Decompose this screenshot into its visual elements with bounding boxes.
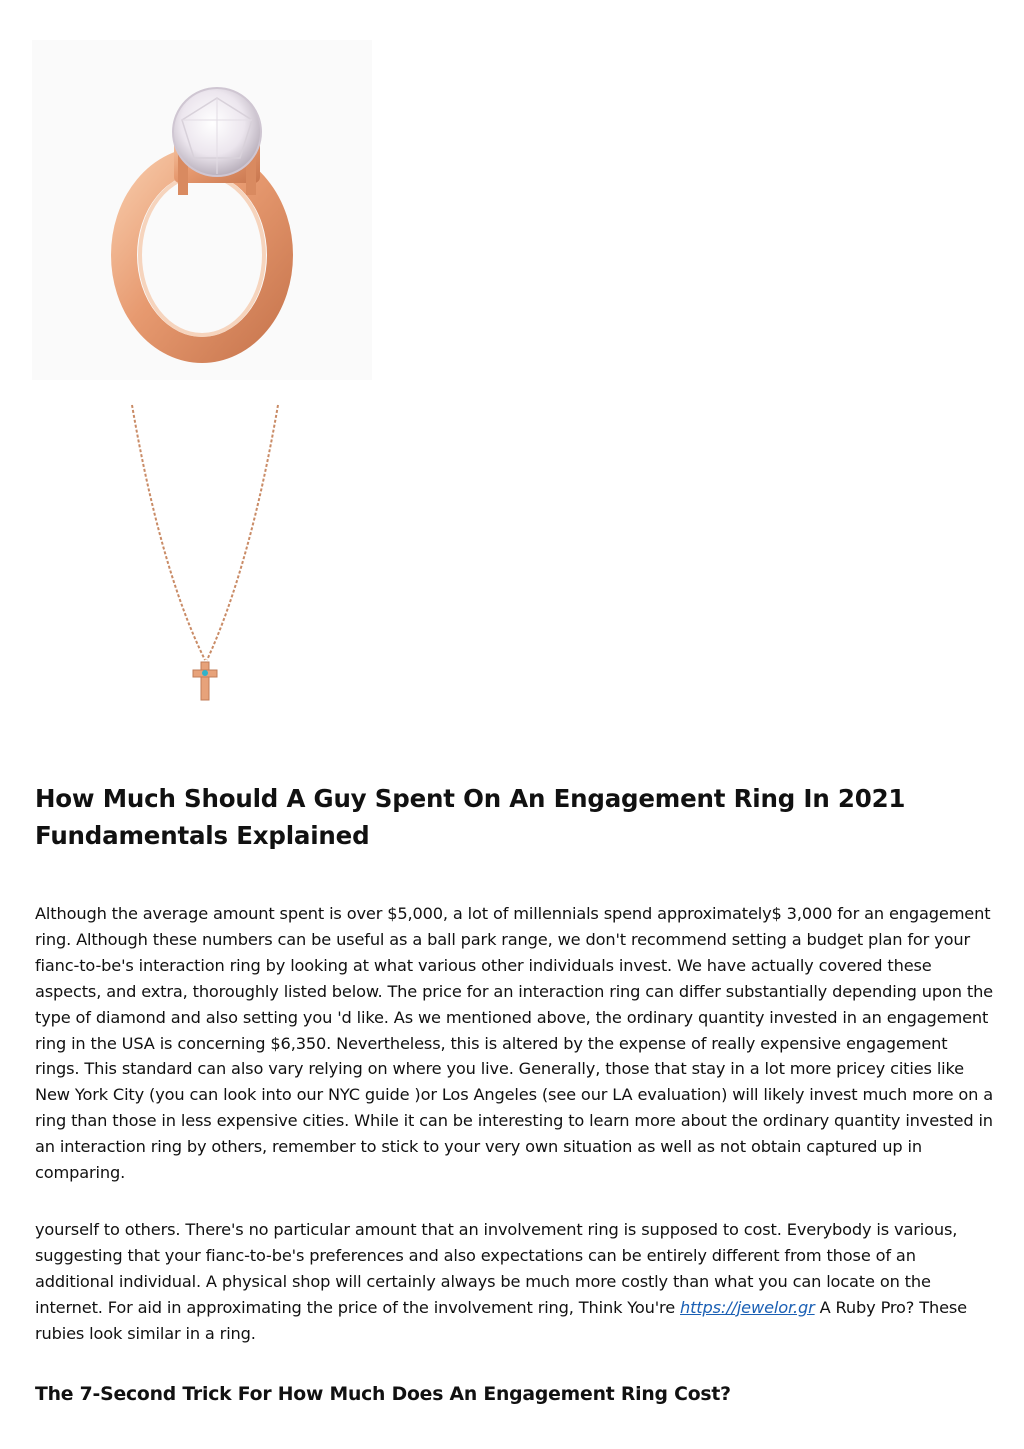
paragraph-1: Although the average amount spent is over $5,000, a lot of millennials spend approximately$ 3,000 for an engagement ring. Although these numbers can be useful as a ball park range, we don't recommend setting a budget plan for your fianc-to-be's interaction ring by looking at what various other individuals invest. We have actually covered these aspects, and extra, thoroughly listed below. The price for an interaction ring can differ substantially depending upon the type of diamond and also setting you 'd like. As we mentioned above, the ordinary quantity invested in an engagement ring in the USA is concerning $6,350. Nevertheless, this is altered by the expense of really expensive engagement rings. This standard can also vary relying on where you live. Generally, those that stay in a lot more pricey cities like New York City (you can look into our NYC guide )or Los Angeles (see our LA evaluation) will likely invest much more on a ring than those in less expensive cities. While it can be interesting to learn more about the ordinary quantity invested in an interaction ring by others, remember to stick to your very own situation as well as not obtain captured up in comparing. [35, 904, 994, 1183]
paragraph-2-text-a: yourself to others. There's no particular amount that an involvement ring is supposed to cost. Everybody is various, suggesting that your fianc-to-be's preferences and also expectations can be entirely different from those of an additional individual. A physical shop will certainly always be much more costly than what you can locate on the internet. For aid in approximating the price of the involvement ring, Think You're [35, 1219, 958, 1317]
paragraph-2-text-b: A Ruby Pro? These rubies look similar in a ring. [35, 1297, 967, 1343]
article [35, 780, 995, 1409]
necklace-image [120, 400, 295, 705]
necklace-illustration [120, 400, 295, 705]
jewelor-link[interactable]: https://jewelor.gr [680, 1297, 815, 1317]
article-title: How Much Should A Guy Spent On An Engagement Ring In 2021 Fundamentals Explained [35, 784, 906, 850]
section-heading: The 7-Second Trick For How Much Does An Engagement Ring Cost? [35, 1383, 731, 1405]
ring-illustration [32, 40, 372, 380]
paragraph-2 [35, 1217, 995, 1347]
ring-image [32, 40, 372, 380]
